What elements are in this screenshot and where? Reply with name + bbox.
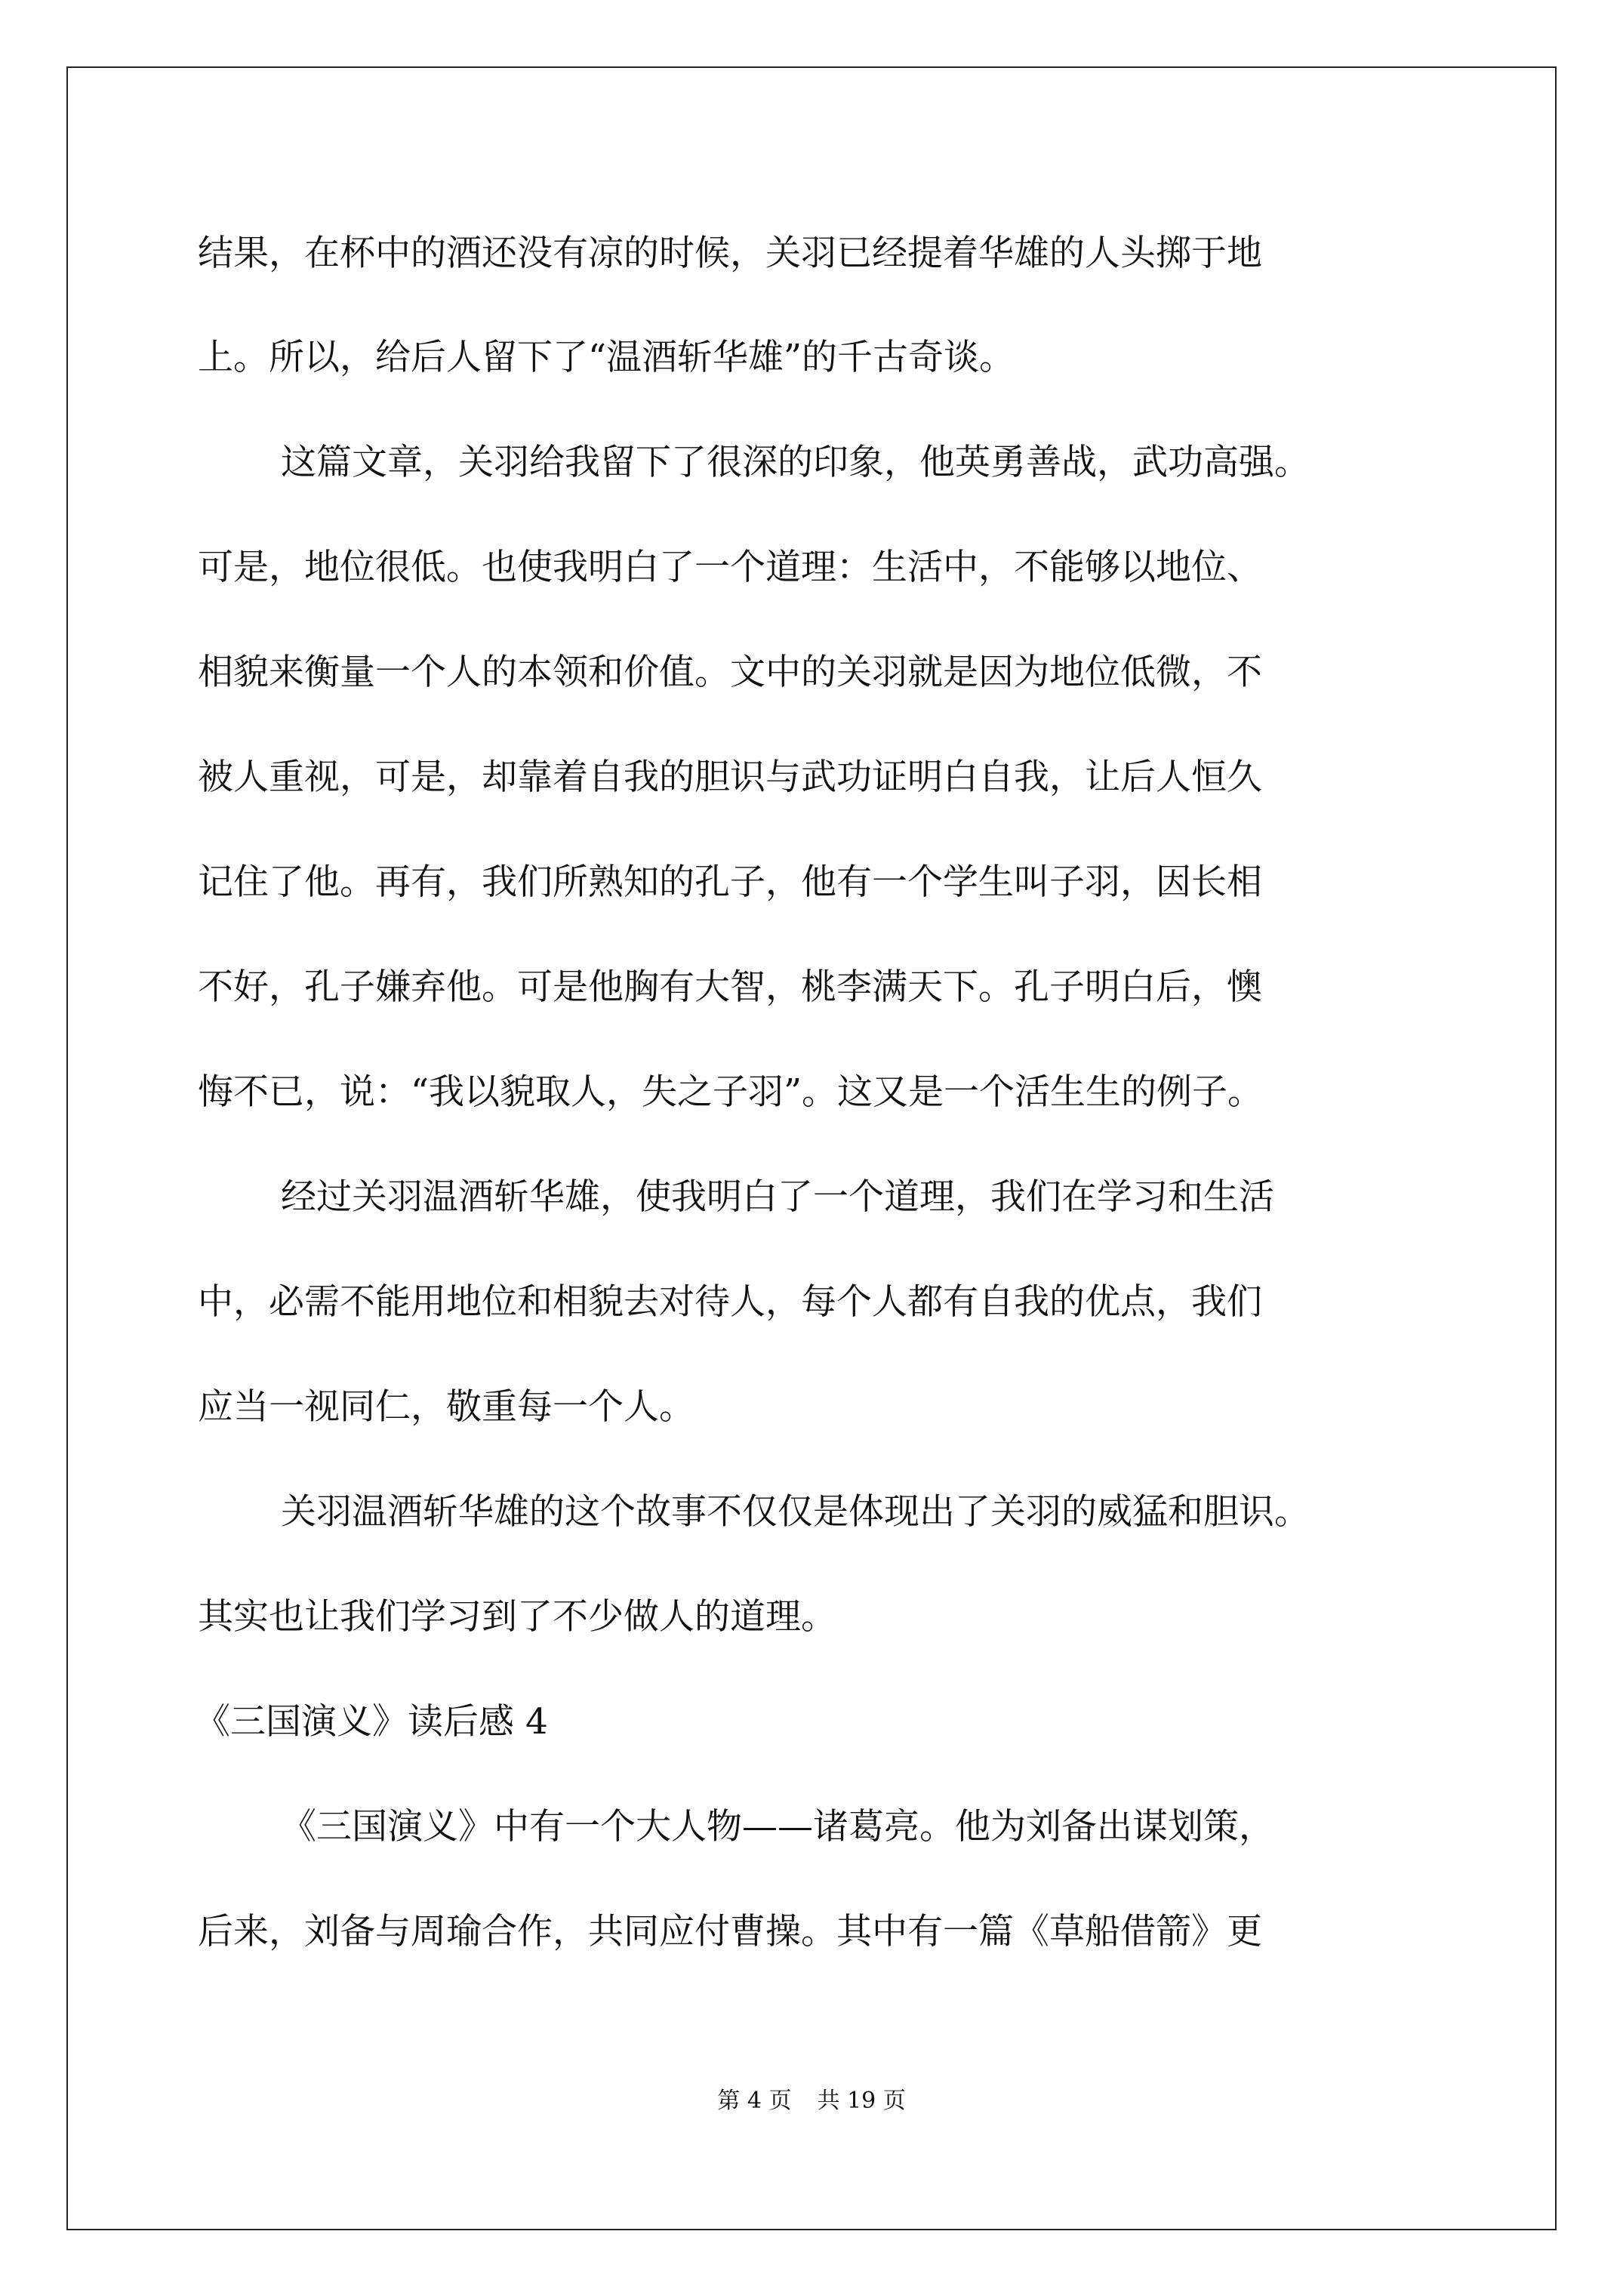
paragraph-start-line: 经过关羽温酒斩华雄，使我明白了一个道理，我们在学习和生活 xyxy=(281,1176,1274,1218)
text-line: 不好，孔子嫌弃他。可是他胸有大智，桃李满天下。孔子明白后，懊 xyxy=(198,966,1262,1008)
text-line: 相貌来衡量一个人的本领和价值。文中的关羽就是因为地位低微，不 xyxy=(198,652,1262,693)
paragraph-start-line: 《三国演义》中有一个大人物——诸葛亮。他为刘备出谋划策， xyxy=(281,1806,1274,1848)
text-line: 被人重视，可是，却靠着自我的胆识与武功证明白自我，让后人恒久 xyxy=(198,757,1262,798)
text-line: 上。所以，给后人留下了“温酒斩华雄”的千古奇谈。 xyxy=(198,337,1015,378)
page-total: 共 19 页 xyxy=(817,2088,906,2114)
paragraph-start-line: 这篇文章，关羽给我留下了很深的印象，他英勇善战，武功高强。 xyxy=(281,442,1310,483)
page-number: 第 4 页 xyxy=(717,2088,792,2114)
text-line: 可是，地位很低。也使我明白了一个道理：生活中，不能够以地位、 xyxy=(198,547,1262,588)
section-heading: 《三国演义》读后感 4 xyxy=(195,1701,548,1743)
text-line: 悔不已，说：“我以貌取人，失之子羽”。这又是一个活生生的例子。 xyxy=(198,1071,1264,1113)
paragraph-start-line: 关羽温酒斩华雄的这个故事不仅仅是体现出了关羽的威猛和胆识。 xyxy=(281,1491,1310,1533)
page-border xyxy=(66,66,1557,2230)
text-line: 结果，在杯中的酒还没有凉的时候，关羽已经提着华雄的人头掷于地 xyxy=(198,233,1262,274)
text-line: 中，必需不能用地位和相貌去对待人，每个人都有自我的优点，我们 xyxy=(198,1281,1262,1323)
text-line: 记住了他。再有，我们所熟知的孔子，他有一个学生叫子羽，因长相 xyxy=(198,861,1262,903)
text-line: 后来，刘备与周瑜合作，共同应付曹操。其中有一篇《草船借箭》更 xyxy=(198,1911,1262,1952)
text-line: 应当一视同仁，敬重每一个人。 xyxy=(198,1386,694,1428)
page-footer xyxy=(0,2086,1623,2116)
text-line: 其实也让我们学习到了不少做人的道理。 xyxy=(198,1596,836,1638)
